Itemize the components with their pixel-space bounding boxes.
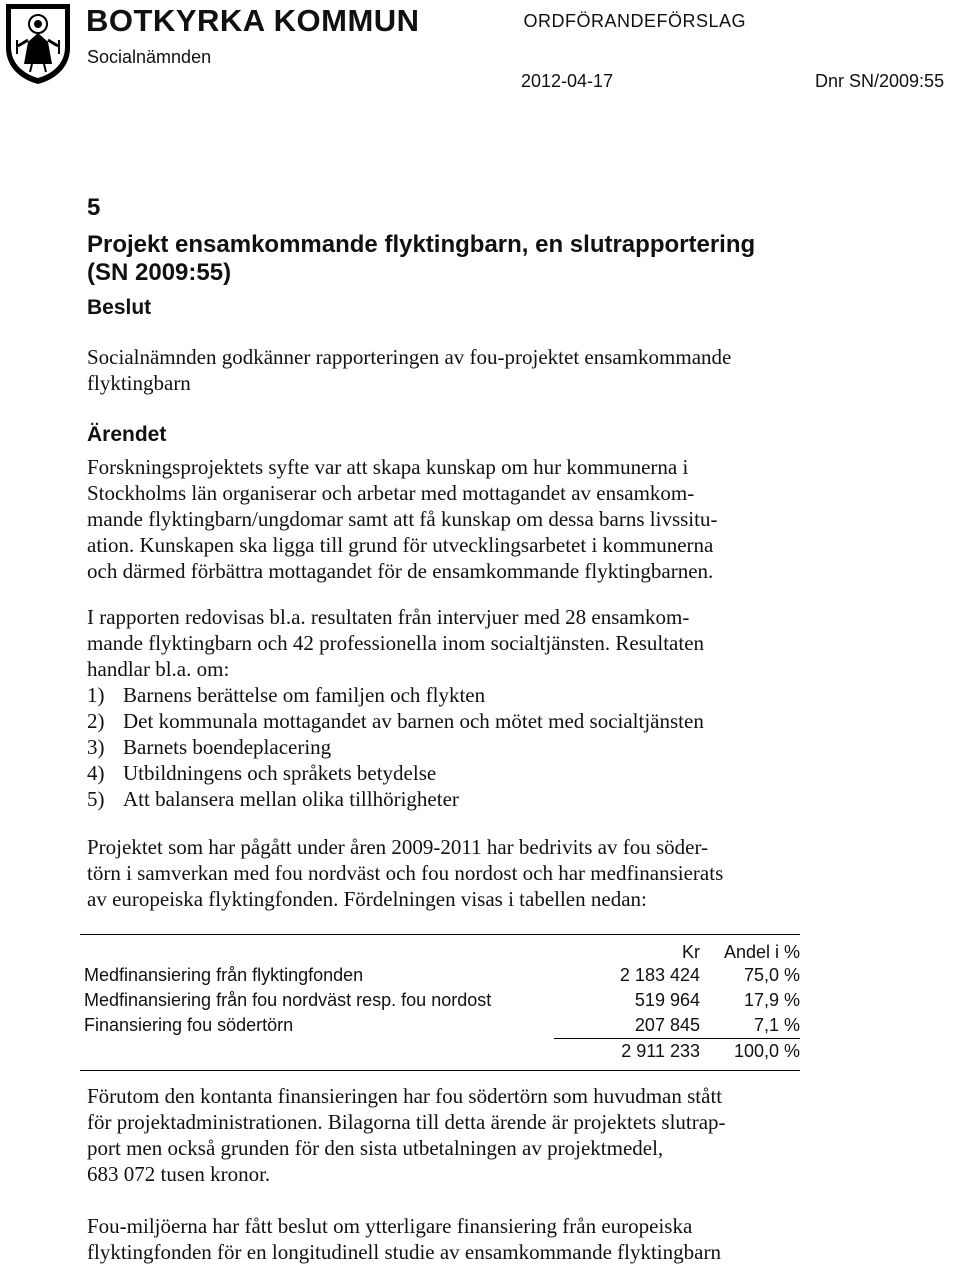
text-line: flyktingbarn [87,371,191,395]
text-line: för projektadministrationen. Bilagorna till detta ärende är projektets slutrap- [87,1110,726,1134]
document-type: ORDFÖRANDEFÖRSLAG [523,11,746,31]
amount-cell: 519 964 [634,990,700,1010]
total-amount-cell: 2 911 233 [554,1039,700,1065]
text-line: Projektet som har pågått under åren 2009-2011 har bedrivits av fou söder- [87,835,709,859]
section-heading-arendet: Ärendet [87,423,167,446]
section-heading-beslut: Beslut [87,296,152,319]
percent-cell: 7,1 % [753,1015,800,1035]
text-line: mande flyktingbarn/ungdomar samt att få kunskap om dessa barns livssitu- [87,507,718,531]
item-title-line: Projekt ensamkommande flyktingbarn, en slutrapportering [87,231,756,258]
document-date: 2012-04-17 [521,71,614,91]
background-paragraph-2 [87,604,807,682]
text-line: törn i samverkan med fou nordväst och fou nordost och har medfinansierats [87,861,724,885]
table-header-row [80,935,800,963]
table-row [80,1013,800,1039]
text-line: Stockholms län organiserar och arbetar med mottagandet av ensamkom- [87,481,695,505]
organization-unit: Socialnämnden [87,47,212,67]
results-list [87,682,704,812]
row-label: Medfinansiering från fou nordväst resp. fou nordost [84,990,492,1010]
coat-of-arms-logo [4,2,72,86]
item-title-line: (SN 2009:55) [87,259,232,286]
decision-paragraph [87,344,807,396]
text-line: Fou-miljöerna har fått beslut om ytterligare finansiering från europeiska [87,1214,693,1238]
background-paragraph-4 [87,1083,807,1187]
text-line: 683 072 tusen kronor. [87,1162,271,1186]
background-paragraph-1 [87,454,807,584]
item-title [87,231,847,287]
text-line: handlar bl.a. om: [87,657,230,681]
text-line: Socialnämnden godkänner rapporteringen av fou-projektet ensamkommande [87,345,732,369]
list-item: 4) Utbildningens och språkets betydelse [87,761,437,785]
text-line: ation. Kunskapen ska ligga till grund för utvecklingsarbetet i kommunerna [87,533,714,557]
financing-table [80,934,800,1071]
amount-cell: 2 183 424 [619,965,700,985]
text-line: port men också grunden för den sista utbetalningen av projektmedel, [87,1136,664,1160]
table-total-row [80,1039,800,1065]
text-line: Forskningsprojektets syfte var att skapa kunskap om hur kommunerna i [87,455,689,479]
row-label: Medfinansiering från flyktingfonden [84,965,364,985]
list-item: 2) Det kommunala mottagandet av barnen och mötet med socialtjänsten [87,709,704,733]
list-item: 3) Barnets boendeplacering [87,735,332,759]
list-item: 1) Barnens berättelse om familjen och flykten [87,683,486,707]
text-line: Förutom den kontanta finansieringen har fou södertörn som huvudman stått [87,1084,723,1108]
percent-cell: 17,9 % [743,990,800,1010]
column-header: Andel i % [723,941,800,962]
table-rule [80,1070,800,1071]
amount-cell: 207 845 [634,1015,700,1035]
column-header [80,935,554,963]
item-number: 5 [87,194,101,221]
text-line: I rapporten redovisas bl.a. resultaten från intervjuer med 28 ensamkom- [87,605,690,629]
row-label: Finansiering fou södertörn [84,1015,294,1036]
percent-cell: 75,0 % [743,965,800,985]
text-line: och därmed förbättra mottagandet för de ensamkommande flyktingbarnen. [87,559,714,583]
table-row [80,963,800,988]
total-percent-cell: 100,0 % [700,1039,800,1065]
background-paragraph-5 [87,1213,807,1265]
text-line: av europeiska flyktingfonden. Fördelningen visas i tabellen nedan: [87,887,647,911]
column-header: Kr [682,941,700,962]
organization-name: BOTKYRKA KOMMUN [86,3,420,38]
background-paragraph-3 [87,834,807,912]
text-line: mande flyktingbarn och 42 professionella inom socialtjänsten. Resultaten [87,631,705,655]
document-reference: Dnr SN/2009:55 [815,71,945,91]
text-line: flyktingfonden för en longitudinell studie av ensamkommande flyktingbarn [87,1240,721,1264]
list-item: 5) Att balansera mellan olika tillhörigheter [87,787,459,811]
row-label [80,1039,554,1065]
table-row [80,988,800,1013]
